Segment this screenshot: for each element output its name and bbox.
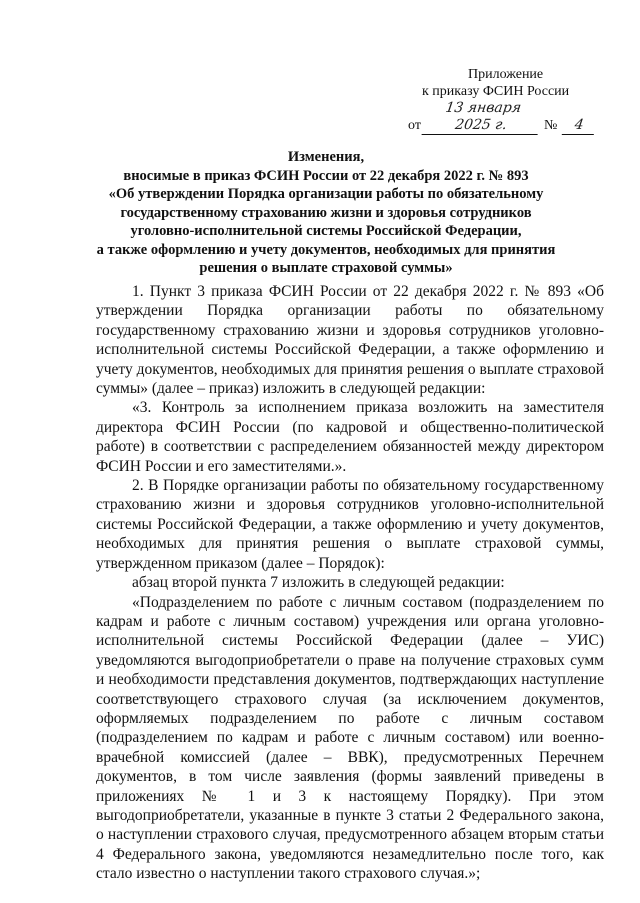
title-line-6: а также оформлению и учету документов, необходимых для принятия [96,241,556,258]
number-label: № [543,118,558,133]
appendix-date-line [396,100,606,135]
title-line-4: государственному страхованию жизни и здоровья сотрудников [120,204,532,221]
handwritten-number: 4 [562,117,597,135]
appendix-header [396,66,606,135]
title-line-1: Изменения, [287,149,365,165]
title-line-5: уголовно-исполнительной системы Российской Федерации, [130,223,522,239]
title-line-7: решения о выплате страховой суммы» [199,260,453,276]
handwritten-date: 13 января 2025 г. [422,100,543,135]
title-line-2: вносимые в приказ ФСИН России от 22 декабря 2022 г. № 893 [123,167,529,184]
document-body [96,282,604,884]
paragraph-1: 1. Пункт 3 приказа ФСИН России от 22 декабря 2022 г. № 893 «Об утверждении Порядка организации работы по обязательному государственному страхованию жизни и здоровья сотрудников уголовно-исполнительной системы Российской Федерации, а также оформлению и учету документов, необходимых для принятия решения о выплате страховой суммы» (далее – приказ) изложить в следующей редакции: [96,283,604,398]
document-title [96,148,556,278]
paragraph-3: 2. В Порядке организации работы по обязательному государственному страхованию жизни и здоровья сотрудников уголовно-исполнительной системы Российской Федерации, а также оформлению и учету документов, необходимых для принятия решения о выплате страховой суммы, утвержденном приказом (далее – Порядок): [96,477,604,572]
appendix-order-ref: к приказу ФСИН России [422,84,570,99]
from-label: от [408,118,421,133]
paragraph-4: абзац второй пункта 7 изложить в следующей редакции: [132,574,505,592]
appendix-label: Приложение [468,67,544,82]
paragraph-2: «3. Контроль за исполнением приказа возложить на заместителя директора ФСИН России (по кадровой и общественно-политической работе) в соответствии с распределением обязанностей между директором ФСИН России и его заместителями.». [96,399,604,475]
title-line-3: «Об утверждении Порядка организации работы по обязательному [108,186,544,202]
paragraph-5: «Подразделением по работе с личным составом (подразделением по кадрам и работе с личным составом) учреждения или органа уголовно-исполнительной системы Российской Федерации (далее – УИС) уведомляются выгодоприобретатели о праве на получение страховых сумм и необходимости представления документов, подтверждающих наступление соответствующего страхового случая (за исключением документов, оформляемых подразделением по работе с личным составом (подразделением по кадрам и работе с личным составом) или военно-врачебной комиссией (далее – ВВК), предусмотренных Перечнем документов, в том числе заявления (формы заявлений приведены в приложениях № 1 и 3 к настоящему Порядку). При этом выгодоприобретатели, указанные в пункте 3 статьи 2 Федерального закона, о наступлении страхового случая, предусмотренного абзацем вторым статьи 4 Федерального закона, уведомляются незамедлительно после того, как стало известно о наступлении такого страхового случая.»; [96,593,604,883]
